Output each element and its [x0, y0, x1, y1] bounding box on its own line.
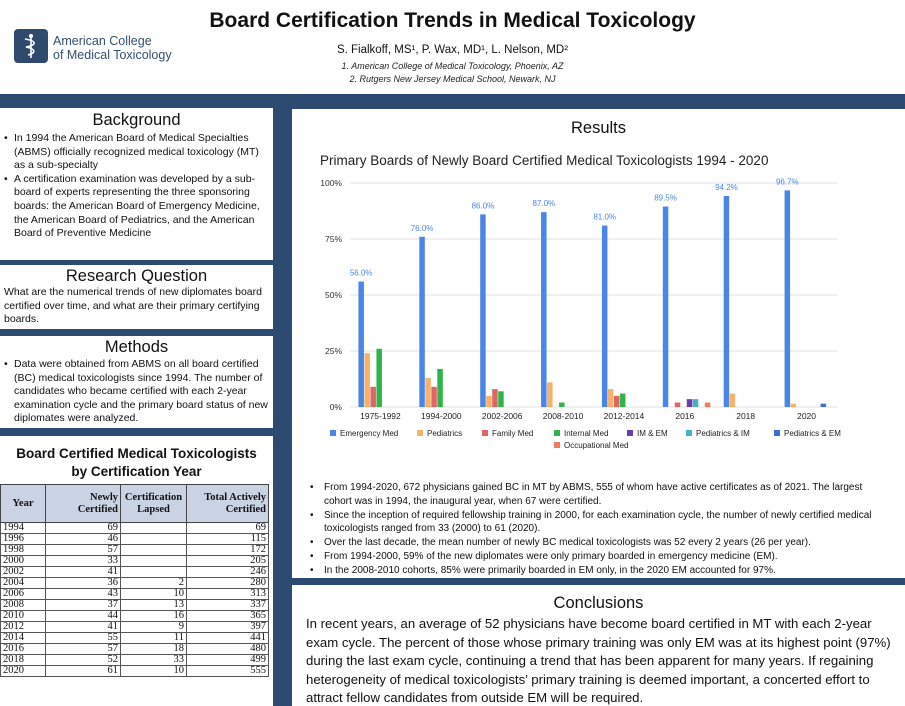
y-tick-label: 0%: [329, 402, 342, 412]
affiliation-2: 2. Rutgers New Jersey Medical School, Newark, NJ: [349, 74, 556, 84]
cell-year: 2018: [1, 655, 46, 666]
legend-label: IM & EM: [637, 429, 668, 438]
cell-new: 69: [46, 523, 121, 534]
cell-new: 57: [46, 644, 121, 655]
list-item: • In 1994 the American Board of Medical Specialties (ABMS) officially recognized medical toxicology (MT) as a sub-specialty: [0, 132, 269, 173]
legend-swatch: [330, 430, 336, 436]
legend-label: Emergency Med: [340, 429, 399, 438]
table-title-line2: by Certification Year: [71, 464, 202, 479]
bar: [620, 394, 626, 407]
x-tick-label: 2018: [736, 411, 756, 421]
table-row: [1, 666, 269, 677]
table-row: [1, 589, 269, 600]
legend-swatch: [554, 430, 560, 436]
col-header-new: Newly Certified: [46, 485, 121, 523]
cell-lapsed: 10: [121, 589, 187, 600]
results-chart: [292, 143, 905, 493]
list-item: • From 1994-2020, 672 physicians gained BC in MT by ABMS, 555 of whom have active certificates as of 2021. The largest cohort was in 1994, the inaugural year, when 67 were certified.: [310, 481, 890, 509]
data-label: 76.0%: [410, 223, 434, 233]
bar: [791, 404, 797, 407]
data-label: 56.0%: [349, 268, 373, 278]
authors: S. Fialkoff, MS¹, P. Wax, MD¹, L. Nelson, MD²: [336, 44, 569, 56]
y-tick-label: 50%: [324, 290, 342, 300]
table-row: [1, 556, 269, 567]
cell-year: 1994: [1, 523, 46, 534]
list-item: • Over the last decade, the mean number of newly BC medical toxicologists was 52 every 2 years (26 per year).: [310, 536, 890, 550]
bar: [437, 369, 443, 407]
cell-year: 2014: [1, 633, 46, 644]
table-row: [1, 655, 269, 666]
bar: [358, 282, 364, 407]
data-label: 96.7%: [775, 177, 799, 187]
cell-lapsed: 9: [121, 622, 187, 633]
legend-label: Pediatrics & IM: [696, 429, 750, 438]
cell-lapsed: 16: [121, 611, 187, 622]
bar: [693, 399, 699, 407]
cell-total: 480: [187, 644, 269, 655]
table-row: [1, 578, 269, 589]
cell-new: 52: [46, 655, 121, 666]
org-name-line2: of Medical Toxicology: [53, 48, 172, 62]
legend-label: Family Med: [492, 429, 534, 438]
cell-year: 2008: [1, 600, 46, 611]
table-row: [1, 611, 269, 622]
cell-lapsed: 33: [121, 655, 187, 666]
data-label: 87.0%: [532, 199, 556, 209]
x-tick-label: 2008-2010: [542, 411, 584, 421]
legend-label: Pediatrics & EM: [784, 429, 841, 438]
cell-lapsed: [121, 556, 187, 567]
cell-total: 246: [187, 567, 269, 578]
certification-table: [0, 484, 269, 677]
legend-swatch: [417, 430, 423, 436]
bar: [602, 226, 608, 407]
cell-total: 441: [187, 633, 269, 644]
col-header-year: Year: [1, 485, 46, 523]
cell-new: 46: [46, 534, 121, 545]
y-tick-label: 100%: [320, 178, 342, 188]
legend-swatch: [686, 430, 692, 436]
x-tick-label: 2020: [797, 411, 817, 421]
cell-year: 2016: [1, 644, 46, 655]
bar: [419, 237, 425, 407]
cell-total: 205: [187, 556, 269, 567]
cell-year: 2012: [1, 622, 46, 633]
col-header-lapsed: Certification Lapsed: [121, 485, 187, 523]
cell-total: 365: [187, 611, 269, 622]
legend-label: Internal Med: [564, 429, 609, 438]
table-section: [0, 436, 273, 706]
list-item: • Since the inception of required fellowship training in 2000, for each examination cycle, the number of newly certified medical toxicologists ranged from 33 (2000) to 61 (2020).: [310, 509, 890, 537]
cell-lapsed: 13: [121, 600, 187, 611]
methods-section: [0, 336, 273, 428]
cell-year: 2006: [1, 589, 46, 600]
research-section: [0, 265, 273, 329]
cell-lapsed: [121, 523, 187, 534]
cell-lapsed: 11: [121, 633, 187, 644]
cell-year: 1998: [1, 545, 46, 556]
cell-new: 41: [46, 567, 121, 578]
conclusions-section: [292, 585, 905, 706]
data-label: 94.2%: [715, 182, 738, 192]
list-item: • A certification examination was developed by a sub-board of experts representing the three sponsoring boards: the American Board of Emergency Medicine, the American Board of Pediatrics, and the American Board of Preventive Medicine: [0, 173, 269, 241]
table-title: [0, 436, 273, 481]
table-row: [1, 644, 269, 655]
cell-year: 2000: [1, 556, 46, 567]
cell-year: 2010: [1, 611, 46, 622]
bar: [370, 387, 376, 407]
cell-total: 172: [187, 545, 269, 556]
cell-new: 37: [46, 600, 121, 611]
background-section: [0, 108, 273, 260]
cell-total: 499: [187, 655, 269, 666]
table-row: [1, 545, 269, 556]
bar: [492, 389, 498, 407]
legend-swatch: [554, 442, 560, 448]
bar: [614, 396, 620, 407]
cell-new: 55: [46, 633, 121, 644]
bar: [431, 387, 437, 407]
x-tick-label: 2012-2014: [603, 411, 645, 421]
cell-total: 555: [187, 666, 269, 677]
cell-total: 397: [187, 622, 269, 633]
cell-year: 2004: [1, 578, 46, 589]
bar: [498, 391, 504, 407]
data-label: 81.0%: [593, 212, 617, 222]
bar: [480, 214, 486, 407]
chart-title: Primary Boards of Newly Board Certified Medical Toxicologists 1994 - 2020: [320, 153, 769, 168]
background-list: [0, 132, 273, 241]
cell-total: 280: [187, 578, 269, 589]
methods-list: [0, 358, 273, 426]
bar: [486, 396, 492, 407]
y-tick-label: 25%: [324, 346, 342, 356]
poster-header: [0, 0, 905, 94]
cell-new: 33: [46, 556, 121, 567]
background-title: Background: [92, 111, 181, 129]
bar: [547, 382, 553, 407]
results-list: [310, 481, 890, 578]
table-row: [1, 622, 269, 633]
list-item: • From 1994-2000, 59% of the new diplomates were only primary boarded in emergency medicine (EM).: [310, 550, 890, 564]
cell-lapsed: 18: [121, 644, 187, 655]
bar: [364, 353, 370, 407]
bar: [675, 403, 681, 407]
conclusions-text: In recent years, an average of 52 physicians have become board certified in MT with each 2-year exam cycle. The percent of those whose primary training was only EM was at its highest point (97%) during the last exam cycle, continuing a trend that has been apparent for many years. If regaining heterogeneity of medical toxicologists’ primary training is deemed important, a concerted effort to attract fellow candidates from outside EM will be required.: [306, 616, 891, 705]
cell-new: 61: [46, 666, 121, 677]
cell-new: 41: [46, 622, 121, 633]
legend-swatch: [774, 430, 780, 436]
cell-new: 43: [46, 589, 121, 600]
results-section: [292, 109, 905, 578]
bar: [541, 212, 547, 407]
col-header-total: Total Actively Certified: [187, 485, 269, 523]
data-label: 89.5%: [654, 193, 677, 203]
research-title: Research Question: [65, 267, 208, 285]
cell-lapsed: 2: [121, 578, 187, 589]
x-tick-label: 2002-2006: [481, 411, 523, 421]
bar: [724, 196, 730, 407]
y-tick-label: 75%: [324, 234, 342, 244]
table-title-line1: Board Certified Medical Toxicologists: [16, 446, 257, 461]
results-title: Results: [570, 119, 627, 137]
cell-total: 115: [187, 534, 269, 545]
cell-year: 2020: [1, 666, 46, 677]
cell-new: 44: [46, 611, 121, 622]
poster-title: Board Certification Trends in Medical Toxicology: [209, 9, 696, 32]
research-text: What are the numerical trends of new diplomates board certified over time, and what are their primary certifying boards.: [4, 286, 262, 326]
bar: [730, 394, 736, 407]
cell-total: 313: [187, 589, 269, 600]
legend-swatch: [482, 430, 488, 436]
cell-year: 2002: [1, 567, 46, 578]
methods-title: Methods: [104, 338, 169, 356]
table-row: [1, 534, 269, 545]
data-label: 86.0%: [471, 201, 495, 211]
x-tick-label: 2016: [675, 411, 695, 421]
bar: [425, 378, 431, 407]
cell-total: 337: [187, 600, 269, 611]
table-row: [1, 567, 269, 578]
table-body: [1, 523, 269, 677]
legend-label: Pediatrics: [427, 429, 463, 438]
cell-new: 36: [46, 578, 121, 589]
bar: [608, 389, 614, 407]
list-item: • In the 2008-2010 cohorts, 85% were primarily boarded in EM only, in the 2020 EM accounted for 97%.: [310, 564, 890, 578]
org-name-line1: American College: [53, 34, 152, 48]
cell-total: 69: [187, 523, 269, 534]
affiliation-1: 1. American College of Medical Toxicology, Phoenix, AZ: [341, 61, 564, 71]
bar: [559, 403, 565, 407]
conclusions-title: Conclusions: [553, 594, 644, 612]
legend-label: Occupational Med: [564, 441, 629, 450]
bar: [785, 190, 791, 407]
cell-lapsed: [121, 567, 187, 578]
cell-lapsed: [121, 534, 187, 545]
bar: [821, 404, 827, 407]
table-row: [1, 523, 269, 534]
table-row: [1, 633, 269, 644]
x-tick-label: 1975-1992: [360, 411, 401, 421]
bar: [705, 403, 711, 407]
cell-lapsed: [121, 545, 187, 556]
cell-new: 57: [46, 545, 121, 556]
bar: [687, 399, 693, 407]
legend-swatch: [627, 430, 633, 436]
bar: [663, 207, 669, 407]
cell-year: 1996: [1, 534, 46, 545]
cell-lapsed: 10: [121, 666, 187, 677]
list-item: • Data were obtained from ABMS on all board certified (BC) medical toxicologists since 1994. The number of candidates who became certified with each 2-year examination cycle and the primary board status of new diplomates were analyzed.: [0, 358, 269, 426]
table-row: [1, 600, 269, 611]
bar: [376, 349, 382, 407]
x-tick-label: 1994-2000: [420, 411, 462, 421]
